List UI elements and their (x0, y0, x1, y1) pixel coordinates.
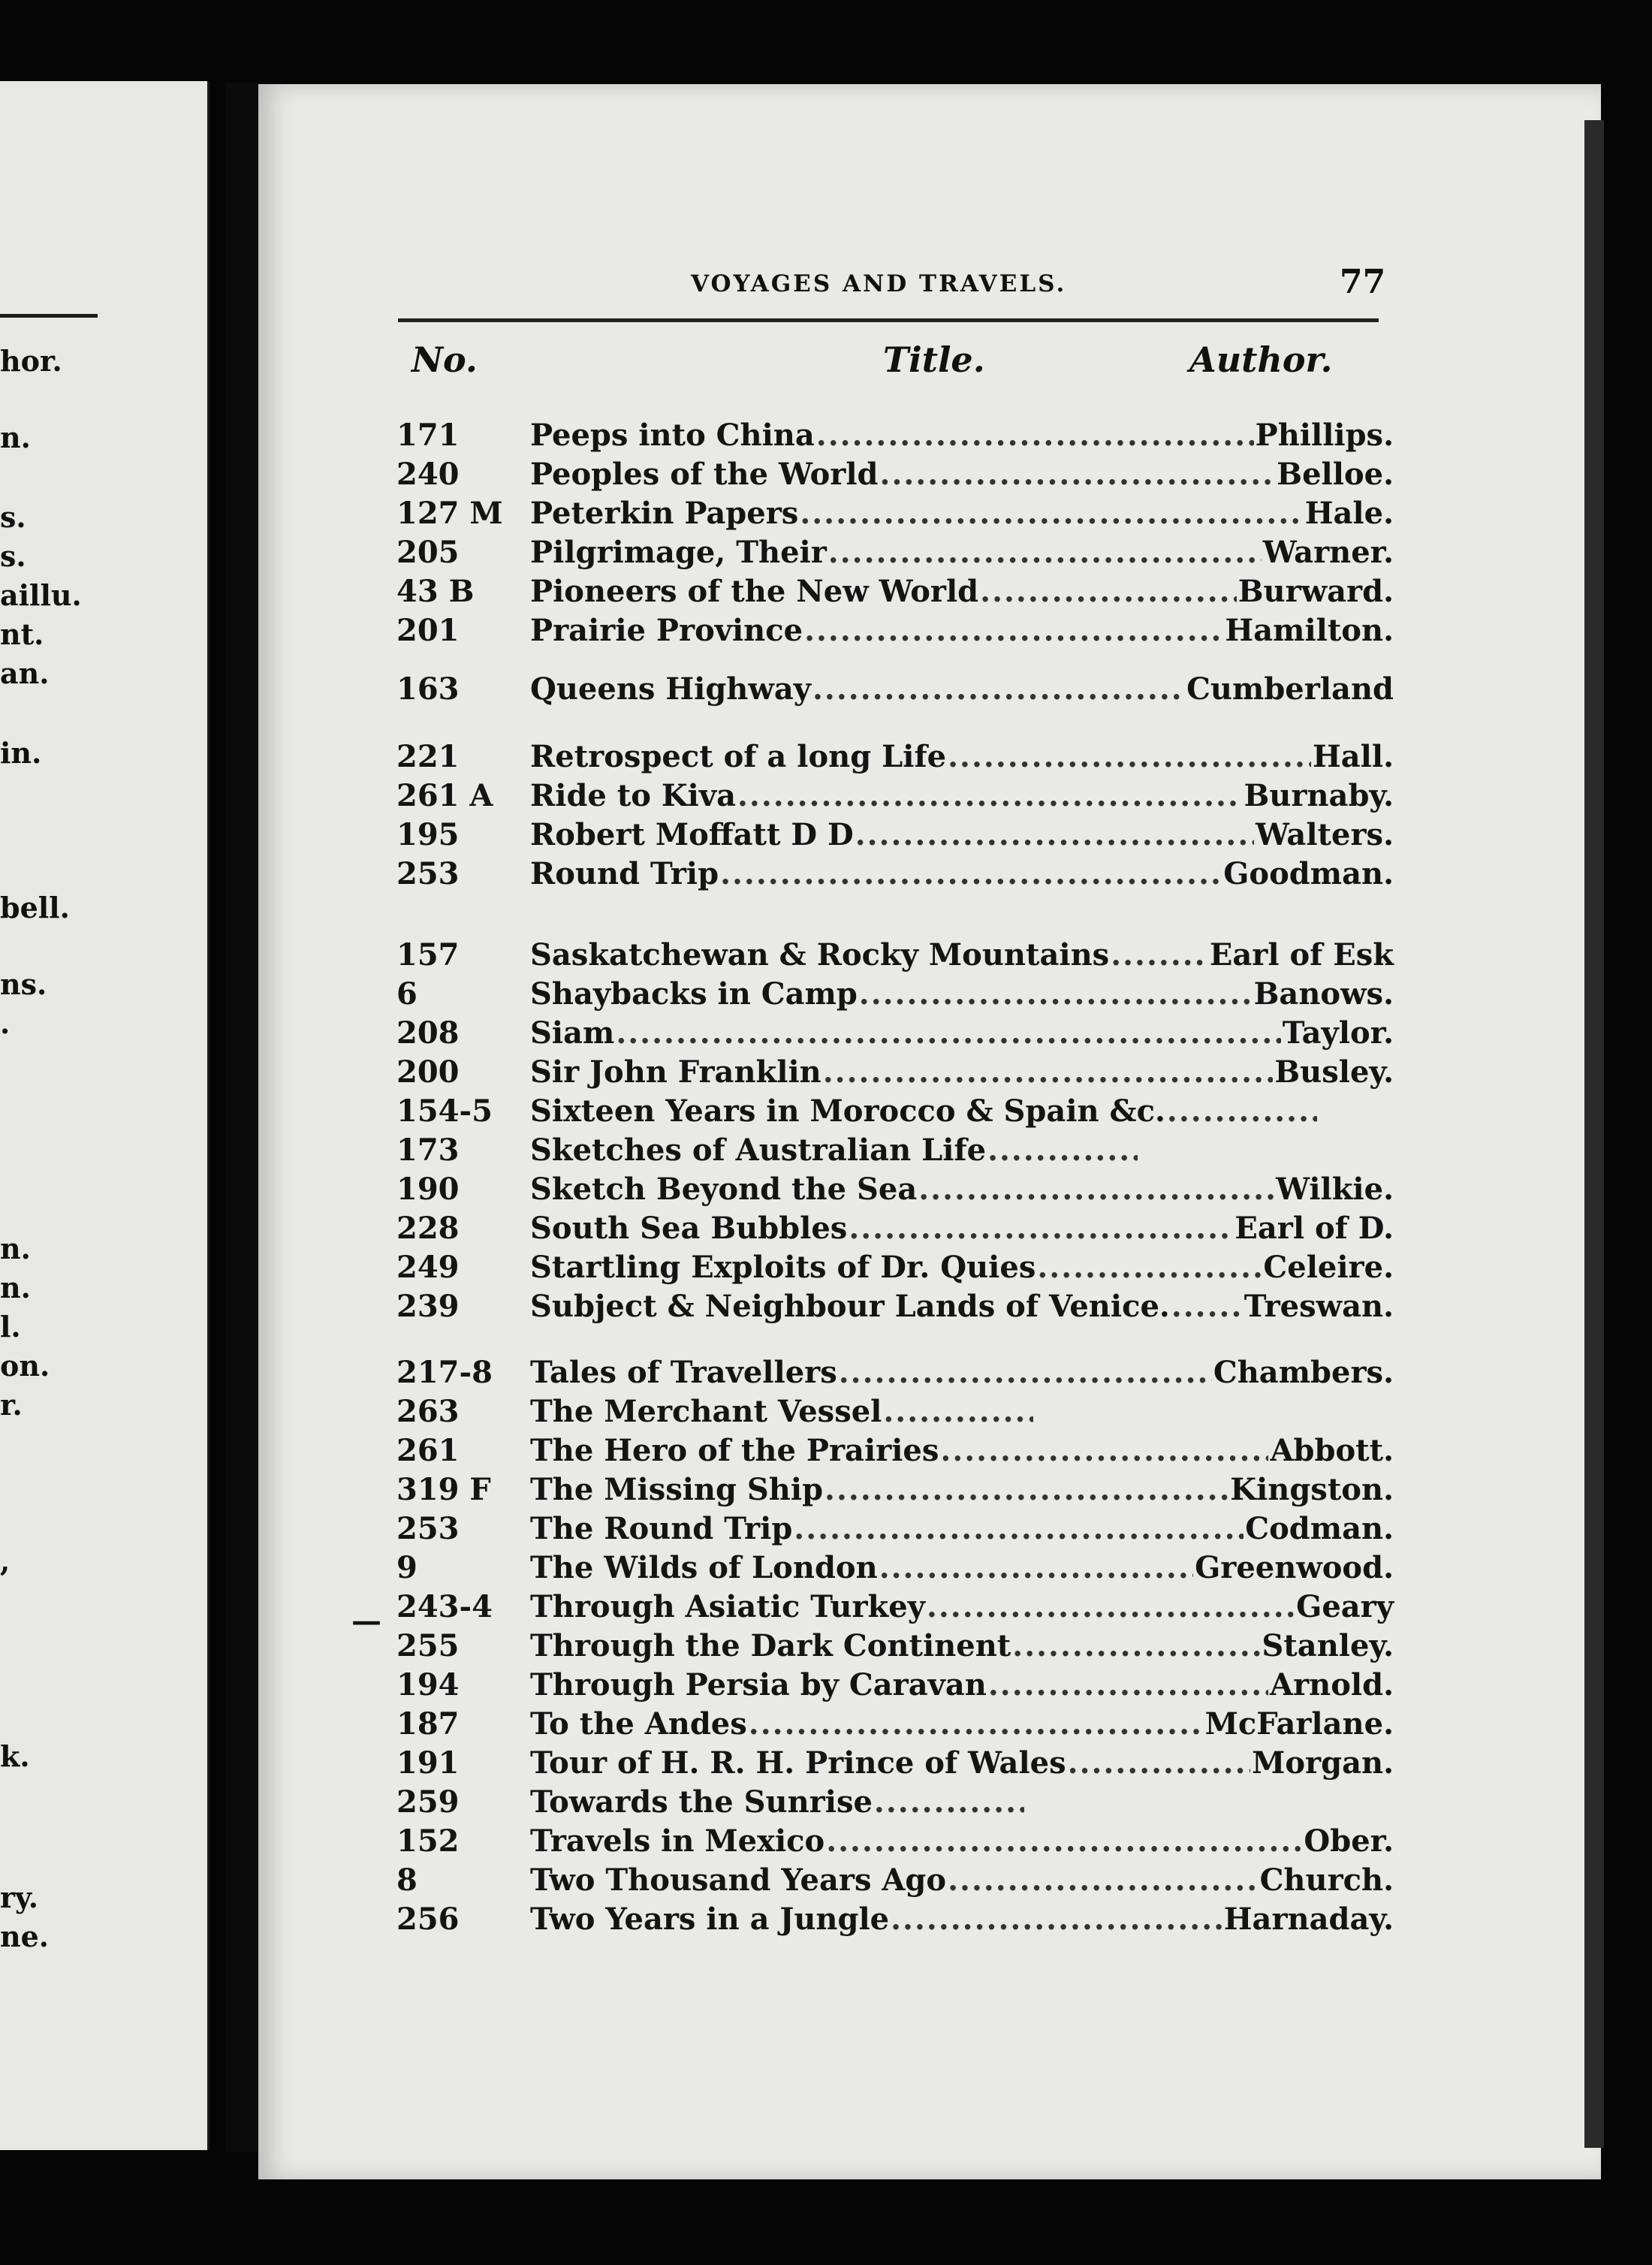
entry-title: Towards the Sunrise (530, 1784, 873, 1820)
entry-number: 261 (396, 1433, 460, 1468)
left-page (0, 81, 210, 2150)
catalog-entry (390, 1511, 1394, 1550)
catalog-entry (390, 1745, 1394, 1784)
entry-author: Ober. (1304, 1823, 1394, 1859)
left-page-fragment: on. (0, 1349, 50, 1383)
left-page-fragment: aillu. (0, 578, 82, 612)
entry-title: The Hero of the Prairies (530, 1433, 939, 1468)
entry-number: 163 (396, 671, 460, 707)
leader-dots (737, 778, 1243, 813)
left-page-fragment: n. (0, 421, 31, 454)
entry-number: 243-4 (396, 1589, 493, 1624)
entry-title: Pioneers of the New World (530, 574, 979, 609)
entry-title: Tales of Travellers (530, 1355, 837, 1390)
leader-dots (948, 739, 1311, 774)
entry-title: The Merchant Vessel (530, 1394, 882, 1429)
entry-author: Hale. (1304, 496, 1394, 531)
entry-number: 200 (396, 1054, 460, 1090)
margin-mark: — (351, 1603, 381, 1639)
section-header: VOYAGES AND TRAVELS. (691, 270, 1067, 297)
entry-title: Peoples of the World (530, 457, 879, 492)
left-page-fragment: , (0, 1544, 11, 1578)
entry-title: Through Asiatic Turkey (530, 1589, 925, 1624)
entry-number: 253 (396, 856, 460, 891)
entry-number: 253 (396, 1511, 460, 1546)
header-rule (398, 318, 1379, 322)
catalog-entry (390, 671, 1394, 710)
entry-title: Retrospect of a long Life (530, 739, 947, 774)
entry-author: Goodman. (1223, 856, 1394, 891)
leader-dots (1171, 1289, 1243, 1324)
entry-number: 187 (396, 1706, 460, 1742)
entry-number: 201 (396, 613, 460, 648)
entry-author: Taylor. (1282, 1015, 1394, 1051)
catalog-entry (390, 1433, 1394, 1472)
entry-author: Harnaday. (1223, 1902, 1394, 1937)
entry-title: Sketches of Australian Life (530, 1132, 987, 1168)
catalog-entry (390, 1550, 1394, 1589)
entry-title: Shaybacks in Camp (530, 976, 858, 1012)
entry-title: Sketch Beyond the Sea (530, 1172, 918, 1207)
entry-number: 217-8 (396, 1355, 493, 1390)
entry-number: 191 (396, 1745, 460, 1781)
catalog-entry (390, 1862, 1394, 1902)
leader-dots (849, 1211, 1233, 1246)
leader-dots (927, 1589, 1295, 1624)
leader-dots (918, 1172, 1274, 1207)
left-page-fragment: s. (0, 539, 26, 573)
entry-title: Travels in Mexico (530, 1823, 825, 1859)
leader-dots (720, 856, 1222, 891)
entry-number: 9 (396, 1550, 418, 1585)
leader-dots (1167, 1093, 1317, 1129)
entry-number: 256 (396, 1902, 460, 1937)
entry-title: Startling Exploits of Dr. Quies (530, 1250, 1036, 1285)
left-page-fragment: hor. (0, 344, 62, 378)
left-page-fragment: in. (0, 736, 42, 770)
leader-dots (855, 817, 1254, 852)
entry-number: 171 (396, 418, 460, 453)
catalog-entry (390, 1132, 1389, 1172)
leader-dots (880, 457, 1276, 492)
entry-number: 152 (396, 1823, 460, 1859)
entry-number: 195 (396, 817, 460, 852)
entry-title: Two Thousand Years Ago (530, 1862, 947, 1898)
entry-title: Pilgrimage, Their (530, 535, 827, 570)
entry-number: 255 (396, 1628, 460, 1663)
catalog-entry (390, 1667, 1394, 1706)
catalog-entry (390, 937, 1394, 976)
catalog-entry (390, 856, 1394, 895)
entry-number: 208 (396, 1015, 460, 1051)
leader-dots (800, 496, 1303, 531)
leader-dots (828, 535, 1262, 570)
entry-title: Peterkin Papers (530, 496, 799, 531)
leader-dots (823, 1054, 1274, 1090)
entry-number: 205 (396, 535, 460, 570)
entry-number: 157 (396, 937, 460, 973)
catalog-entry (390, 739, 1394, 778)
leader-dots (891, 1902, 1222, 1937)
entry-author: Hamilton. (1225, 613, 1394, 648)
leader-dots (874, 1784, 1024, 1820)
leader-dots (824, 1472, 1228, 1507)
entry-author: Busley. (1274, 1054, 1394, 1090)
catalog-entry (390, 1093, 1389, 1132)
leader-dots (859, 976, 1253, 1012)
entry-author: Stanley. (1262, 1628, 1394, 1663)
left-page-fragment: nt. (0, 617, 44, 651)
left-page-fragment: n. (0, 1271, 31, 1304)
left-page-fragment: bell. (0, 891, 70, 924)
entry-number: 8 (396, 1862, 418, 1898)
catalog-entry (390, 418, 1394, 457)
entry-author: Burnaby. (1244, 778, 1394, 813)
entry-author: Church. (1259, 1862, 1394, 1898)
left-page-rule (0, 314, 98, 318)
catalog-entry (390, 1054, 1394, 1093)
entry-author: Abbott. (1270, 1433, 1394, 1468)
left-page-fragment: r. (0, 1388, 23, 1422)
entry-number: 221 (396, 739, 460, 774)
left-page-fragment: . (0, 1006, 11, 1040)
page-edge-shadow (1584, 120, 1604, 2148)
left-page-fragment: an. (0, 656, 50, 690)
entry-author: Morgan. (1252, 1745, 1394, 1781)
leader-dots (616, 1015, 1280, 1051)
entry-number: 239 (396, 1289, 460, 1324)
entry-title: Prairie Province (530, 613, 803, 648)
entry-author: Treswan. (1244, 1289, 1394, 1324)
catalog-entry (390, 496, 1394, 535)
entry-author: Arnold. (1270, 1667, 1394, 1703)
entry-author: Wilkie. (1276, 1172, 1394, 1207)
entry-number: 154-5 (396, 1093, 493, 1129)
left-page-fragment: ne. (0, 1920, 50, 1953)
entry-author: Cumberland (1186, 671, 1394, 707)
leader-dots (879, 1550, 1193, 1585)
leader-dots (794, 1511, 1244, 1546)
entry-number: 43 B (396, 574, 475, 609)
left-page-fragment: n. (0, 1232, 31, 1265)
entry-number: 249 (396, 1250, 460, 1285)
entry-title: Round Trip (530, 856, 719, 891)
entry-title: Tour of H. R. H. Prince of Wales (530, 1745, 1066, 1781)
entry-author: Geary (1296, 1589, 1394, 1624)
catalog-entry (390, 778, 1394, 817)
entry-title: Peeps into China (530, 418, 815, 453)
catalog-entry (390, 613, 1394, 652)
entry-title: Ride to Kiva (530, 778, 736, 813)
entry-author: Banows. (1253, 976, 1394, 1012)
entry-author: Walters. (1255, 817, 1394, 852)
leader-dots (948, 1862, 1258, 1898)
entry-title: Saskatchewan & Rocky Mountains (530, 937, 1110, 973)
leader-dots (980, 574, 1237, 609)
leader-dots (816, 418, 1254, 453)
entry-title: To the Andes (530, 1706, 747, 1742)
column-header-title: Title. (883, 339, 985, 380)
entry-title: Robert Moffatt D D (530, 817, 854, 852)
entry-title: Sir John Franklin (530, 1054, 821, 1090)
entry-number: 190 (396, 1172, 460, 1207)
entry-author: Greenwood. (1195, 1550, 1394, 1585)
leader-dots (988, 1667, 1268, 1703)
entry-number: 127 M (396, 496, 503, 531)
left-page-fragment: k. (0, 1739, 30, 1773)
entry-number: 261 A (396, 778, 493, 813)
leader-dots (1012, 1628, 1260, 1663)
entry-author: Kingston. (1230, 1472, 1394, 1507)
catalog-entry (390, 1015, 1394, 1054)
catalog-entry (390, 1472, 1394, 1511)
column-header-no: No. (411, 339, 478, 380)
entry-number: 6 (396, 976, 418, 1012)
catalog-entry (390, 574, 1394, 613)
entry-number: 259 (396, 1784, 460, 1820)
entry-author: Earl of D. (1234, 1211, 1394, 1246)
catalog-entry (390, 976, 1394, 1015)
catalog-entry (390, 1589, 1394, 1628)
catalog-entry (390, 1355, 1394, 1394)
entry-title: Sixteen Years in Morocco & Spain &c. (530, 1093, 1165, 1129)
entry-author: Warner. (1262, 535, 1394, 570)
column-header-author: Author. (1189, 339, 1333, 380)
entry-number: 240 (396, 457, 460, 492)
leader-dots (1068, 1745, 1250, 1781)
entry-author: Codman. (1245, 1511, 1394, 1546)
entry-author: Celeire. (1263, 1250, 1394, 1285)
entry-title: Queens Highway (530, 671, 811, 707)
entry-author: Earl of Esk (1209, 937, 1394, 973)
entry-number: 263 (396, 1394, 460, 1429)
entry-title: South Sea Bubbles (530, 1211, 848, 1246)
catalog-entry (390, 457, 1394, 496)
catalog-entry (390, 1172, 1394, 1211)
leader-dots (987, 1132, 1138, 1168)
leader-dots (940, 1433, 1268, 1468)
catalog-entry (390, 1628, 1394, 1667)
leader-dots (812, 671, 1185, 707)
entry-number: 173 (396, 1132, 460, 1168)
catalog-entry (390, 1706, 1394, 1745)
leader-dots (1037, 1250, 1262, 1285)
leader-dots (839, 1355, 1212, 1390)
leader-dots (804, 613, 1223, 648)
book-gutter (225, 83, 258, 2152)
entry-title: Two Years in a Jungle (530, 1902, 890, 1937)
leader-dots (826, 1823, 1302, 1859)
entry-title: The Missing Ship (530, 1472, 824, 1507)
left-page-fragment: ry. (0, 1880, 38, 1914)
entry-title: The Round Trip (530, 1511, 793, 1546)
entry-title: Siam (530, 1015, 615, 1051)
entry-title: Subject & Neighbour Lands of Venice. (530, 1289, 1170, 1324)
catalog-entry (390, 1823, 1394, 1862)
entry-author: Hall. (1312, 739, 1394, 774)
catalog-entry (390, 1211, 1394, 1250)
entry-author: Burward. (1237, 574, 1394, 609)
entry-author: Chambers. (1213, 1355, 1394, 1390)
entry-title: Through Persia by Caravan (530, 1667, 987, 1703)
entry-author: Phillips. (1255, 418, 1394, 453)
catalog-entry (390, 535, 1394, 574)
catalog-entry (390, 1902, 1394, 1941)
left-page-fragment: ns. (0, 967, 47, 1001)
page-number: 77 (1340, 263, 1386, 301)
leader-dots (749, 1706, 1204, 1742)
entry-title: The Wilds of London (530, 1550, 878, 1585)
entry-number: 228 (396, 1211, 460, 1246)
left-page-fragment: l. (0, 1310, 21, 1344)
catalog-entry (390, 1784, 1389, 1823)
catalog-entry (390, 1394, 1389, 1433)
entry-title: Through the Dark Continent (530, 1628, 1011, 1663)
entry-author: McFarlane. (1204, 1706, 1394, 1742)
leader-dots (883, 1394, 1033, 1429)
catalog-entry (390, 1250, 1394, 1289)
leader-dots (1111, 937, 1208, 973)
catalog-entry (390, 817, 1394, 856)
entry-author: Belloe. (1277, 457, 1394, 492)
entry-number: 319 F (396, 1472, 491, 1507)
left-page-fragment: s. (0, 500, 26, 534)
catalog-entry (390, 1289, 1394, 1328)
entry-number: 194 (396, 1667, 460, 1703)
